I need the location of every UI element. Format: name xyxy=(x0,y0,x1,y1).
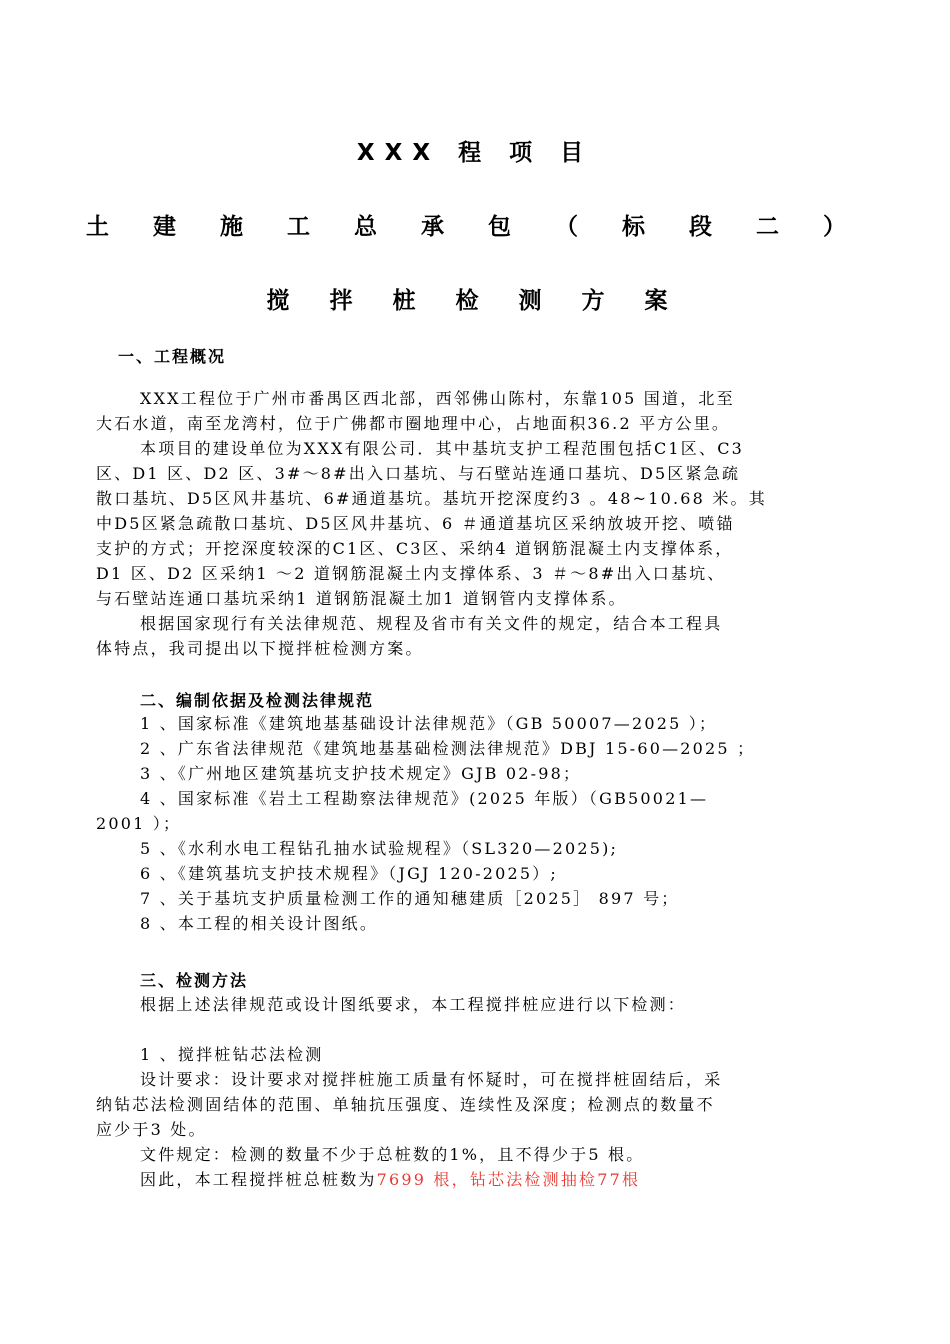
paragraph-line: 支护的方式；开挖深度较深的C1区、C3区、采纳4 道钢筋混凝土内支撑体系， xyxy=(96,539,734,558)
reference-item: 3 、《广州地区建筑基坑支护技术规定》GJB 02-98； xyxy=(140,764,582,783)
reference-item: 4 、国家标准《岩土工程勘察法律规范》(2025 年版）（GB50021— xyxy=(140,789,709,808)
highlighted-count: 7699 根，钻芯法检测抽检77根 xyxy=(376,1170,641,1189)
title-project: XXX 程 项 目 xyxy=(356,140,594,166)
paragraph-line: 应少于3 处。 xyxy=(96,1120,207,1139)
paragraph-line: 纳钻芯法检测固结体的范围、单轴抗压强度、连续性及深度；检测点的数量不 xyxy=(96,1095,715,1114)
paragraph-line: D1 区、D2 区采纳1 ～2 道钢筋混凝土内支撑体系、3 ＃～8#出入口基坑、 xyxy=(96,564,726,583)
reference-item: 2 、广东省法律规范《建筑地基基础检测法律规范》DBJ 15-60—2025 ； xyxy=(140,739,756,758)
paragraph-line: 与石壁站连通口基坑采纳1 道钢筋混凝土加1 道钢管内支撑体系。 xyxy=(96,589,627,608)
paragraph-line: 大石水道，南至龙湾村，位于广佛都市圈地理中心，占地面积36.2 平方公里。 xyxy=(96,414,731,433)
paragraph-line: 设计要求：设计要求对搅拌桩施工质量有怀疑时，可在搅拌桩固结后，采 xyxy=(140,1070,723,1089)
title-contract: 土 建 施 工 总 承 包 （ 标 段 二 ） xyxy=(85,214,865,240)
paragraph-line: 体特点，我司提出以下搅拌桩检测方案。 xyxy=(96,639,424,658)
reference-item: 6 、《建筑基坑支护技术规程》（JGJ 120-2025）; xyxy=(140,864,559,883)
paragraph-line: 本项目的建设单位为XXX有限公司．其中基坑支护工程范围包括C1区、C3 xyxy=(140,439,745,458)
section3-heading: 三、检测方法 xyxy=(140,971,249,990)
paragraph-line: 区、D1 区、D2 区、3#～8#出入口基坑、与石壁站连通口基坑、D5区紧急疏 xyxy=(96,464,741,483)
section1-heading: 一、工程概况 xyxy=(118,347,227,366)
subsection-title: 1 、搅拌桩钻芯法检测 xyxy=(140,1045,324,1064)
reference-item: 1 、国家标准《建筑地基基础设计法律规范》（GB 50007—2025 ）； xyxy=(140,714,718,733)
conclusion-prefix: 因此，本工程搅拌桩总桩数为 xyxy=(140,1170,377,1189)
reference-item: 2001 ）； xyxy=(96,814,182,833)
section3-intro: 根据上述法律规范或设计图纸要求，本工程搅拌桩应进行以下检测： xyxy=(140,995,687,1014)
reference-item: 8 、本工程的相关设计图纸。 xyxy=(140,914,379,933)
section2-heading: 二、编制依据及检测法律规范 xyxy=(140,691,375,710)
paragraph-line: 文件规定：检测的数量不少于总桩数的1%，且不得少于5 根。 xyxy=(140,1145,645,1164)
title-plan: 搅 拌 桩 检 测 方 案 xyxy=(266,288,684,314)
reference-item: 5 、《水利水电工程钻孔抽水试验规程》（SL320—2025); xyxy=(140,839,619,858)
reference-item: 7 、关于基坑支护质量检测工作的通知穗建质［2025］ 897 号； xyxy=(140,889,680,908)
paragraph-line: XXX工程位于广州市番禺区西北部，西邻佛山陈村，东靠105 国道，北至 xyxy=(140,389,735,408)
conclusion-line xyxy=(140,1167,866,1192)
paragraph-line: 根据国家现行有关法律规范、规程及省市有关文件的规定，结合本工程具 xyxy=(140,614,723,633)
paragraph-line: 散口基坑、D5区风井基坑、6#通道基坑。基坑开挖深度约3 。48~10.68 米。其 xyxy=(96,489,767,508)
paragraph-line: 中D5区紧急疏散口基坑、D5区风井基坑、6 ＃通道基坑区采纳放坡开挖、喷锚 xyxy=(96,514,735,533)
